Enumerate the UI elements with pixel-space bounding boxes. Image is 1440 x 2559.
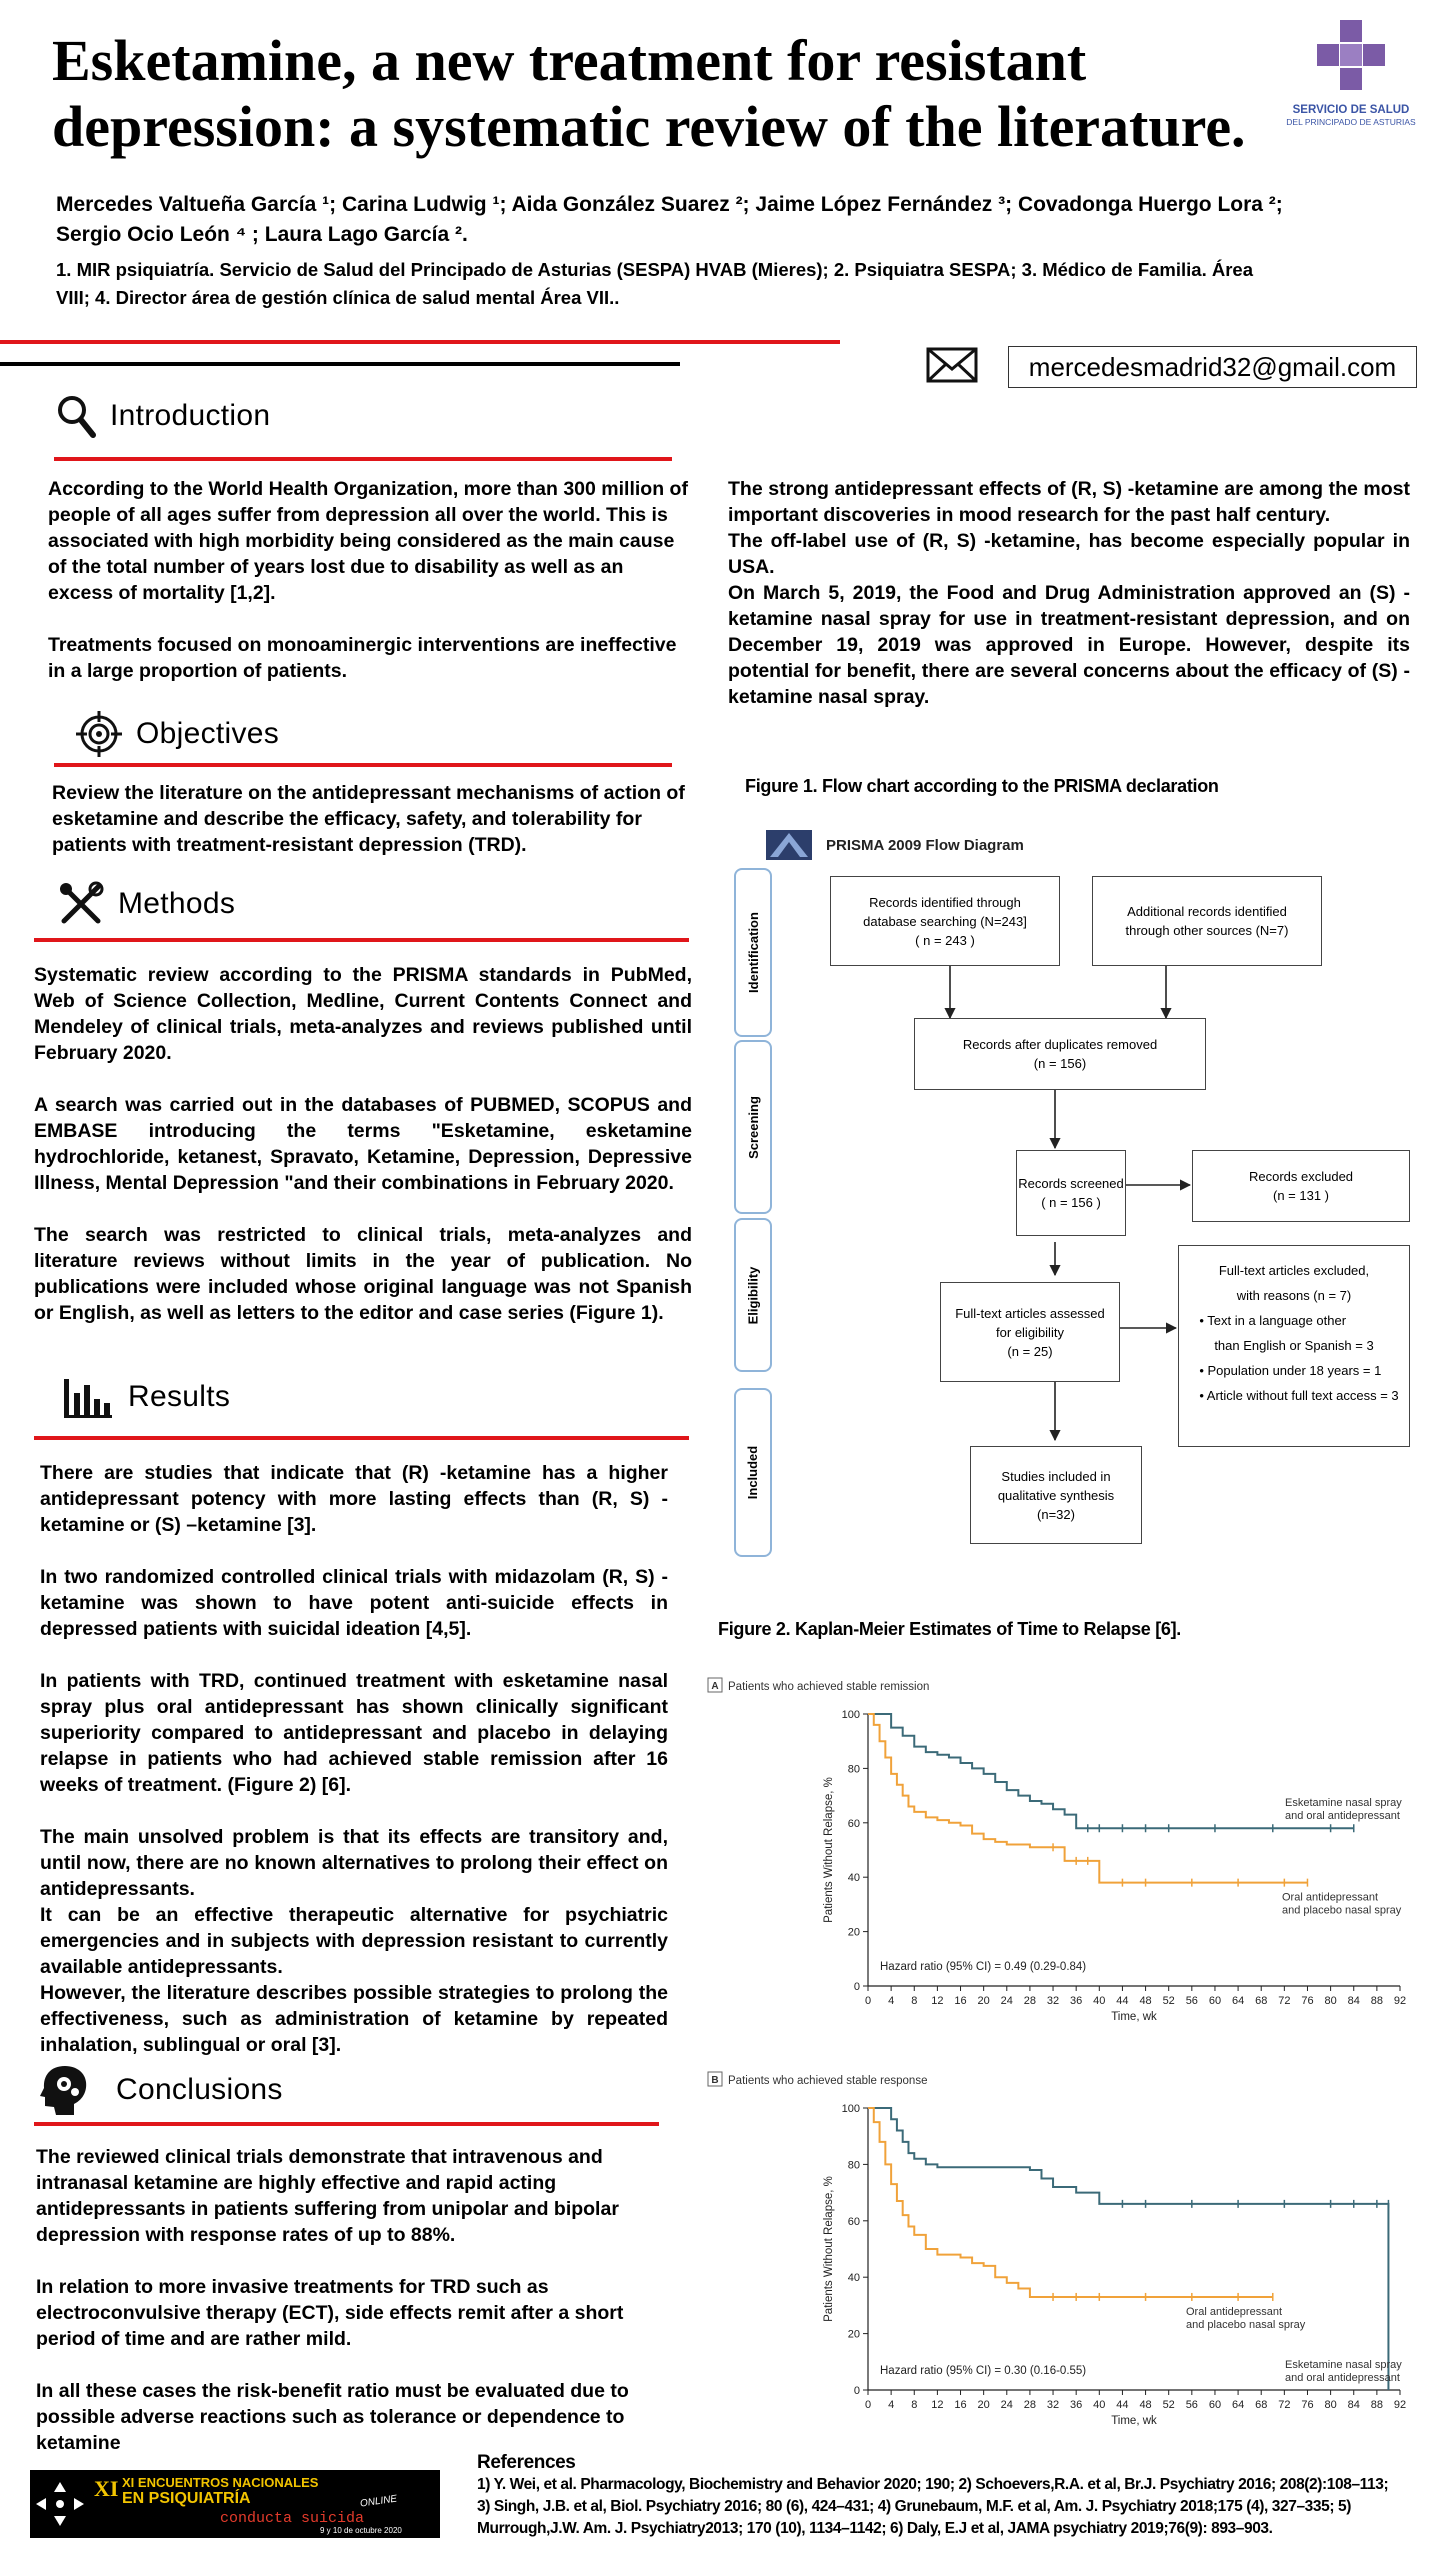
x-tick-label: 92 bbox=[1393, 1995, 1407, 2007]
congress-number: XI bbox=[94, 2476, 119, 2501]
objectives-text: Review the literature on the antidepressant mechanisms of action of esketamine and describe the efficacy, safety, and tolerability for patients with treatment-resistant depression (TRD). bbox=[52, 782, 685, 856]
logo-subtext: DEL PRINCIPADO DE ASTURIAS bbox=[1286, 117, 1416, 127]
x-tick-label: 84 bbox=[1347, 1995, 1360, 2007]
stage-included: Included bbox=[734, 1388, 772, 1557]
congress-line1: XI ENCUENTROS NACIONALES bbox=[122, 2475, 319, 2490]
x-tick-label: 32 bbox=[1046, 1995, 1060, 2007]
head-gears-icon bbox=[40, 2064, 90, 2116]
x-tick-label: 76 bbox=[1301, 2399, 1314, 2411]
contact-email[interactable]: mercedesmadrid32@gmail.com bbox=[1008, 346, 1417, 388]
methods-divider bbox=[34, 938, 689, 942]
x-tick-label: 52 bbox=[1162, 2399, 1175, 2411]
y-tick-label: 20 bbox=[847, 1926, 860, 1939]
x-tick-label: 60 bbox=[1208, 2399, 1222, 2411]
series-label: and placebo nasal spray bbox=[1282, 1904, 1402, 1917]
y-tick-label: 100 bbox=[841, 1709, 860, 1721]
chart-title: Patients who achieved stable remission bbox=[728, 1681, 930, 1693]
box-studies-included: Studies included in qualitative synthesis (n=32) bbox=[970, 1446, 1142, 1544]
series-label: and oral antidepressant bbox=[1285, 1810, 1400, 1823]
x-tick-label: 24 bbox=[1000, 2399, 1013, 2411]
affiliations: 1. MIR psiquiatría. Servicio de Salud del Principado de Asturias (SESPA) HVAB (Mieres); 2. Psiquiatra SESPA; 3. Médico de Familia. Área VIII; 4. Director área de gestión clínica de salud mental Área VII.. bbox=[56, 259, 1253, 308]
y-tick-label: 0 bbox=[853, 2385, 860, 2397]
sespa-logo bbox=[1286, 18, 1416, 128]
x-tick-label: 80 bbox=[1324, 1995, 1337, 2007]
x-tick-label: 48 bbox=[1139, 1995, 1152, 2007]
series-label: and oral antidepressant bbox=[1285, 2372, 1400, 2384]
x-tick-label: 56 bbox=[1185, 2399, 1198, 2411]
y-tick-label: 80 bbox=[847, 1763, 860, 1776]
x-tick-label: 84 bbox=[1347, 2399, 1360, 2411]
bar-chart-icon bbox=[62, 1375, 114, 1419]
x-tick-label: 48 bbox=[1139, 2399, 1152, 2411]
box-fulltext-assessed: Full-text articles assessed for eligibility (n = 25) bbox=[940, 1282, 1120, 1382]
x-tick-label: 28 bbox=[1023, 2399, 1037, 2411]
figure2-caption: Figure 2. Kaplan-Meier Estimates of Time to Relapse [6]. bbox=[718, 1619, 1181, 1639]
stage-identification: Identification bbox=[734, 868, 772, 1037]
x-tick-label: 72 bbox=[1278, 1995, 1291, 2007]
x-axis-label: Time, wk bbox=[1111, 2415, 1157, 2427]
prisma-header: PRISMA 2009 Flow Diagram bbox=[766, 830, 1024, 860]
y-tick-label: 100 bbox=[841, 2103, 860, 2115]
x-tick-label: 80 bbox=[1324, 2399, 1337, 2411]
stage-screening: Screening bbox=[734, 1040, 772, 1214]
y-axis-label: Patients Without Relapse, % bbox=[823, 2176, 835, 2322]
header-red-divider bbox=[0, 340, 840, 344]
box-additional-records: Additional records identified through other sources (N=7) bbox=[1092, 876, 1322, 966]
x-tick-label: 36 bbox=[1070, 2399, 1083, 2411]
series-label: Oral antidepressant bbox=[1282, 1891, 1378, 1904]
box-records-identified: Records identified through database searching (N=243] ( n = 243 ) bbox=[830, 876, 1060, 966]
x-tick-label: 88 bbox=[1370, 2399, 1383, 2411]
box-duplicates-removed: Records after duplicates removed (n = 156) bbox=[914, 1018, 1206, 1090]
references: References 1) Y. Wei, et al. Pharmacology, Biochemistry and Behavior 2020; 190; 2) Schoevers,R.A. et al, Br.J. Psychiatry 2016; 208(2):108–113; 3) Singh, J.B. et al, Biol. Psychiatry 2016; 80 (6), 424–431; 4) Grunebaum, M.F. et al, Am. J. Psychiatry 2018;175 (4), 327–335; 5) Murrough,J.W. Am. J. Psychiatry2013; 170 (10), 1134–1142; 6) Daly, E.J et al, JAMA psychiatry 2019;76(9): 893–903. bbox=[477, 2452, 1389, 2537]
target-icon bbox=[76, 711, 122, 757]
x-tick-label: 8 bbox=[911, 1995, 918, 2007]
km-series-line bbox=[868, 2108, 1273, 2297]
introduction-divider bbox=[54, 457, 672, 461]
objectives-heading: Objectives bbox=[76, 711, 279, 757]
x-tick-label: 60 bbox=[1208, 1995, 1222, 2007]
x-tick-label: 28 bbox=[1023, 1995, 1037, 2007]
y-tick-label: 80 bbox=[847, 2159, 860, 2172]
x-tick-label: 0 bbox=[864, 2399, 872, 2411]
x-tick-label: 40 bbox=[1093, 1995, 1106, 2007]
introduction-heading: Introduction bbox=[56, 394, 270, 438]
series-label: Esketamine nasal spray bbox=[1285, 1797, 1402, 1810]
figure1-caption: Figure 1. Flow chart according to the PRISMA declaration bbox=[745, 776, 1219, 796]
objectives-divider bbox=[54, 763, 672, 767]
panel-letter: A bbox=[711, 1681, 719, 1692]
x-tick-label: 64 bbox=[1231, 2399, 1245, 2411]
x-tick-label: 4 bbox=[888, 2399, 895, 2411]
series-label: Oral antidepressant bbox=[1186, 2305, 1282, 2318]
congress-line2: EN PSIQUIATRÍA bbox=[122, 2490, 251, 2507]
x-tick-label: 72 bbox=[1278, 2399, 1291, 2411]
x-tick-label: 0 bbox=[864, 1995, 872, 2007]
arrows-logo-icon bbox=[36, 2482, 84, 2526]
y-tick-label: 60 bbox=[847, 1817, 860, 1830]
authors: Mercedes Valtueña García ¹; Carina Ludwig ¹; Aida González Suarez ²; Jaime López Fernández ³; Covadonga Huergo Lora ²; Sergio Ocio León ⁴ ; Laura Lago García ². bbox=[56, 193, 1283, 246]
x-tick-label: 64 bbox=[1231, 1995, 1245, 2007]
prisma-logo-icon bbox=[766, 830, 812, 860]
conclusions-heading: Conclusions bbox=[40, 2064, 283, 2116]
envelope-icon bbox=[926, 347, 978, 383]
congress-banner bbox=[30, 2470, 440, 2538]
header-black-divider bbox=[0, 362, 680, 366]
km-series-line bbox=[868, 2108, 1388, 2390]
x-tick-label: 16 bbox=[954, 1995, 967, 2007]
results-heading: Results bbox=[62, 1375, 230, 1419]
x-tick-label: 44 bbox=[1116, 2399, 1129, 2411]
conclusions-divider bbox=[34, 2122, 659, 2126]
x-tick-label: 20 bbox=[977, 1995, 990, 2007]
y-tick-label: 20 bbox=[847, 2328, 860, 2341]
magnifier-icon bbox=[56, 394, 96, 438]
introduction-right-text: The strong antidepressant effects of (R, S) -ketamine are among the most important discoveries in mood research for the past half century. The off-label use of (R, S) -ketamine, has become especially popular in USA. On March 5, 2019, the Food and Drug Administration approved an (S) -ketamine nasal spray for use in treatment-resistant depression, and on December 19, 2019 was approved in Europe. However, despite its potential for benefit, there are several concerns about the efficacy of (S) -ketamine nasal spray. bbox=[728, 478, 1410, 708]
x-tick-label: 32 bbox=[1046, 2399, 1060, 2411]
y-axis-label: Patients Without Relapse, % bbox=[823, 1777, 835, 1923]
series-label: and placebo nasal spray bbox=[1186, 2318, 1306, 2331]
x-tick-label: 12 bbox=[931, 1995, 944, 2007]
series-label: Esketamine nasal spray bbox=[1285, 2359, 1402, 2371]
y-tick-label: 60 bbox=[847, 2215, 860, 2228]
x-tick-label: 8 bbox=[911, 2399, 918, 2411]
congress-topic: conducta suicida bbox=[220, 2510, 365, 2527]
x-tick-label: 44 bbox=[1116, 1995, 1129, 2007]
x-axis-label: Time, wk bbox=[1111, 2011, 1157, 2023]
x-tick-label: 24 bbox=[1000, 1995, 1013, 2007]
hazard-ratio: Hazard ratio (95% CI) = 0.30 (0.16-0.55) bbox=[880, 2365, 1087, 2377]
results-text: There are studies that indicate that (R) -ketamine has a higher antidepressant potency with more lasting effects than (R, S) -ketamine or (S) –ketamine [3]. In two randomized controlled clinical trials with midazolam (R, S) -ketamine was shown to have potent anti-suicide effects in depressed patients with suicidal ideation [4,5]. In patients with TRD, continued treatment with esketamine nasal spray plus oral antidepressant has shown clinically significant superiority compared to antidepressant and placebo in delaying relapse in patients who had achieved stable remission after 16 weeks of treatment. (Figure 2) [6]. The main unsolved problem is that its effects are transitory and, until now, there are no known alternatives to prolong their effect on antidepressants. It can be an effective therapeutic alternative for psychiatric emergencies and in subjects with depression resistant to currently available antidepressants. However, the literature describes possible strategies to prolong the effectiveness, such as administration of ketamine by repeated inhalation, sublingual or oral [3]. bbox=[40, 1462, 668, 2056]
box-records-excluded: Records excluded (n = 131 ) bbox=[1192, 1150, 1410, 1222]
x-tick-label: 16 bbox=[954, 2399, 967, 2411]
methods-heading: Methods bbox=[58, 881, 235, 927]
chart-title: Patients who achieved stable response bbox=[728, 2075, 928, 2087]
y-tick-label: 40 bbox=[847, 1872, 860, 1885]
km-chart-b bbox=[700, 2066, 1420, 2436]
tools-icon bbox=[58, 881, 104, 927]
km-chart-a bbox=[700, 1672, 1420, 2032]
x-tick-label: 40 bbox=[1093, 2399, 1106, 2411]
x-tick-label: 4 bbox=[888, 1995, 895, 2007]
y-tick-label: 0 bbox=[853, 1981, 860, 1993]
x-tick-label: 36 bbox=[1070, 1995, 1083, 2007]
cross-logo-icon bbox=[1286, 18, 1416, 98]
congress-online: ONLINE bbox=[359, 2493, 398, 2510]
x-tick-label: 68 bbox=[1255, 2399, 1268, 2411]
box-fulltext-excluded: Full-text articles excluded, with reasons (n = 7) • Text in a language other than English or Spanish = 3 • Population under 18 years = 1 • Article without full text access = 3 bbox=[1178, 1245, 1410, 1447]
x-tick-label: 20 bbox=[977, 2399, 990, 2411]
x-tick-label: 12 bbox=[931, 2399, 944, 2411]
methods-text: Systematic review according to the PRISMA standards in PubMed, Web of Science Collection, Medline, Current Contents Connect and Mendeley of clinical trials, meta-analyzes and reviews published until February 2020. A search was carried out in the databases of PUBMED, SCOPUS and EMBASE introducing the terms "Esketamine, esketamine hydrochloride, ketanest, Spravato, Ketamine, Depression, Depressive Illness, Mental Depression "and their combinations in February 2020. The search was restricted to clinical trials, meta-analyzes and literature reviews without limits in the year of publication. No publications were included whose original language was not Spanish or English, as well as letters to the editor and case series (Figure 1). bbox=[34, 964, 692, 1324]
hazard-ratio: Hazard ratio (95% CI) = 0.49 (0.29-0.84) bbox=[880, 1961, 1087, 1973]
x-tick-label: 68 bbox=[1255, 1995, 1268, 2007]
congress-dates: 9 y 10 de octubre 2020 bbox=[320, 2526, 402, 2535]
x-tick-label: 92 bbox=[1393, 2399, 1407, 2411]
x-tick-label: 88 bbox=[1370, 1995, 1383, 2007]
stage-eligibility: Eligibility bbox=[734, 1218, 772, 1372]
results-divider bbox=[34, 1436, 689, 1440]
box-records-screened: Records screened ( n = 156 ) bbox=[1016, 1150, 1126, 1236]
logo-text: SERVICIO DE SALUD bbox=[1292, 104, 1410, 116]
y-tick-label: 40 bbox=[847, 2272, 860, 2285]
panel-letter: B bbox=[711, 2075, 719, 2086]
poster-title: Esketamine, a new treatment for resistant depression: a systematic review of the literature. bbox=[52, 28, 1246, 159]
x-tick-label: 52 bbox=[1162, 1995, 1175, 2007]
x-tick-label: 76 bbox=[1301, 1995, 1314, 2007]
conclusions-text: The reviewed clinical trials demonstrate that intravenous and intranasal ketamine are highly effective and rapid acting antidepressants in patients suffering from unipolar and bipolar depression with response rates of up to 88%. In relation to more invasive treatments for TRD such as electroconvulsive therapy (ECT), side effects remit after a short period of time and are rather mild. In all these cases the risk-benefit ratio must be evaluated due to possible adverse reactions such as tolerance or dependence to ketamine bbox=[36, 2146, 629, 2454]
introduction-left-text: According to the World Health Organization, more than 300 million of people of all ages suffer from depression all over the world. This is associated with high morbidity being considered as the main cause of the total number of years lost due to disability as well as an excess of mortality [1,2]. Treatments focused on monoaminergic interventions are ineffective in a large proportion of patients. bbox=[48, 478, 688, 682]
x-tick-label: 56 bbox=[1185, 1995, 1198, 2007]
km-series-line bbox=[868, 1714, 1354, 1828]
